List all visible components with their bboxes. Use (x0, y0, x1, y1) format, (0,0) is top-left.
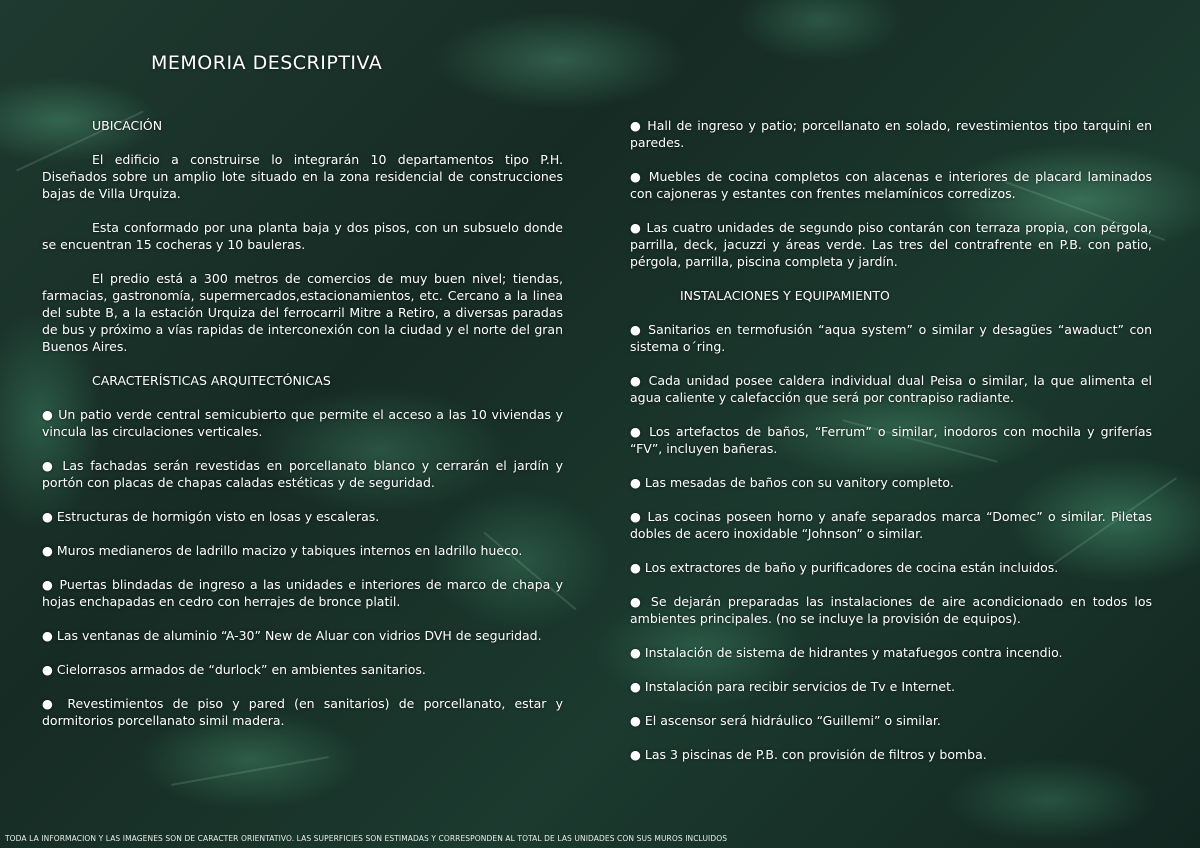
list-item: ● Las cuatro unidades de segundo piso contarán con terraza propia, con pérgola, parrilla, deck, jacuzzi y áreas verde. Las tres del contrafrente en P.B. con patio, pérgola, parrilla, piscina completa y jardín. (630, 220, 1152, 269)
list-item: ● Las fachadas serán revestidas en porcellanato blanco y cerrarán el jardín y portón con placas de chapas caladas estéticas y de seguridad. (42, 458, 563, 490)
list-item: ● Muebles de cocina completos con alacenas e interiores de placard laminados con cajoneras y estantes con frentes melamínicos corredizos. (630, 169, 1152, 201)
list-item: ● Instalación de sistema de hidrantes y matafuegos contra incendio. (630, 645, 1063, 660)
list-item: ● Los artefactos de baños, “Ferrum” o similar, inodoros con mochila y griferías “FV”, incluyen bañeras. (630, 424, 1152, 456)
paragraph: El predio está a 300 metros de comercios de muy buen nivel; tiendas, farmacias, gastronomía, supermercados,estacionamientos, etc. Cercano a la linea del subte B, a la estación Urquiza del ferrocarril Mitre a Retiro, a diversas paradas de bus y próximo a vías rapidas de interconexión con la ciudad y el norte del gran Buenos Aires. (42, 271, 563, 354)
disclaimer-footer: TODA LA INFORMACION Y LAS IMAGENES SON DE CARACTER ORIENTATIVO. LAS SUPERFICIES SON ESTIMADAS Y CORRESPONDEN AL TOTAL DE LAS UNIDADES CON SUS MUROS INCLUIDOS (5, 834, 728, 843)
list-item: ● Puertas blindadas de ingreso a las unidades e interiores de marco de chapa y hojas enchapadas en cedro con herrajes de bronce platil. (42, 577, 563, 609)
list-item: ● Cielorrasos armados de “durlock” en ambientes sanitarios. (42, 662, 426, 677)
page-title: MEMORIA DESCRIPTIVA (151, 52, 383, 74)
list-item: ● Las 3 piscinas de P.B. con provisión de filtros y bomba. (630, 747, 987, 762)
paragraph: Esta conformado por una planta baja y dos pisos, con un subsuelo donde se encuentran 15 cocheras y 10 bauleras. (42, 220, 563, 252)
list-item: ● Los extractores de baño y purificadores de cocina están incluidos. (630, 560, 1059, 575)
leaf-decoration (171, 756, 329, 786)
list-item: ● Sanitarios en termofusión “aqua system” o similar y desagües “awaduct” con sistema o´ring. (630, 322, 1152, 354)
list-item: ● Un patio verde central semicubierto que permite el acceso a las 10 viviendas y vincula las circulaciones verticales. (42, 407, 563, 439)
paragraph: El edificio a construirse lo integrarán 10 departamentos tipo P.H. Diseñados sobre un amplio lote situado en la zona residencial de construcciones bajas de Villa Urquiza. (42, 152, 563, 201)
list-item: ● Las cocinas poseen horno y anafe separados marca “Domec” o similar. Piletas dobles de acero inoxidable “Johnson” o similar. (630, 509, 1152, 541)
list-item: ● Cada unidad posee caldera individual dual Peisa o similar, la que alimenta el agua caliente y calefacción que será por contrapiso radiante. (630, 373, 1152, 405)
right-column (630, 117, 1152, 780)
section-heading-instalaciones: INSTALACIONES Y EQUIPAMIENTO (680, 288, 890, 303)
list-item: ● Hall de ingreso y patio; porcellanato en solado, revestimientos tipo tarquini en paredes. (630, 118, 1152, 150)
left-column (42, 117, 563, 746)
list-item: ● Las mesadas de baños con su vanitory completo. (630, 475, 954, 490)
section-heading-ubicacion: UBICACIÓN (92, 118, 163, 133)
list-item: ● Estructuras de hormigón visto en losas y escaleras. (42, 509, 380, 524)
list-item: ● Instalación para recibir servicios de Tv e Internet. (630, 679, 955, 694)
list-item: ● El ascensor será hidráulico “Guillemi” o similar. (630, 713, 941, 728)
list-item: ● Muros medianeros de ladrillo macizo y tabiques internos en ladrillo hueco. (42, 543, 523, 558)
section-heading-caracteristicas: CARACTERÍSTICAS ARQUITECTÓNICAS (92, 373, 331, 388)
list-item: ● Revestimientos de piso y pared (en sanitarios) de porcellanato, estar y dormitorios porcellanato simil madera. (42, 696, 563, 728)
list-item: ● Se dejarán preparadas las instalaciones de aire acondicionado en todos los ambientes principales. (no se incluye la provisión de equipos). (630, 594, 1152, 626)
list-item: ● Las ventanas de aluminio “A-30” New de Aluar con vidrios DVH de seguridad. (42, 628, 542, 643)
